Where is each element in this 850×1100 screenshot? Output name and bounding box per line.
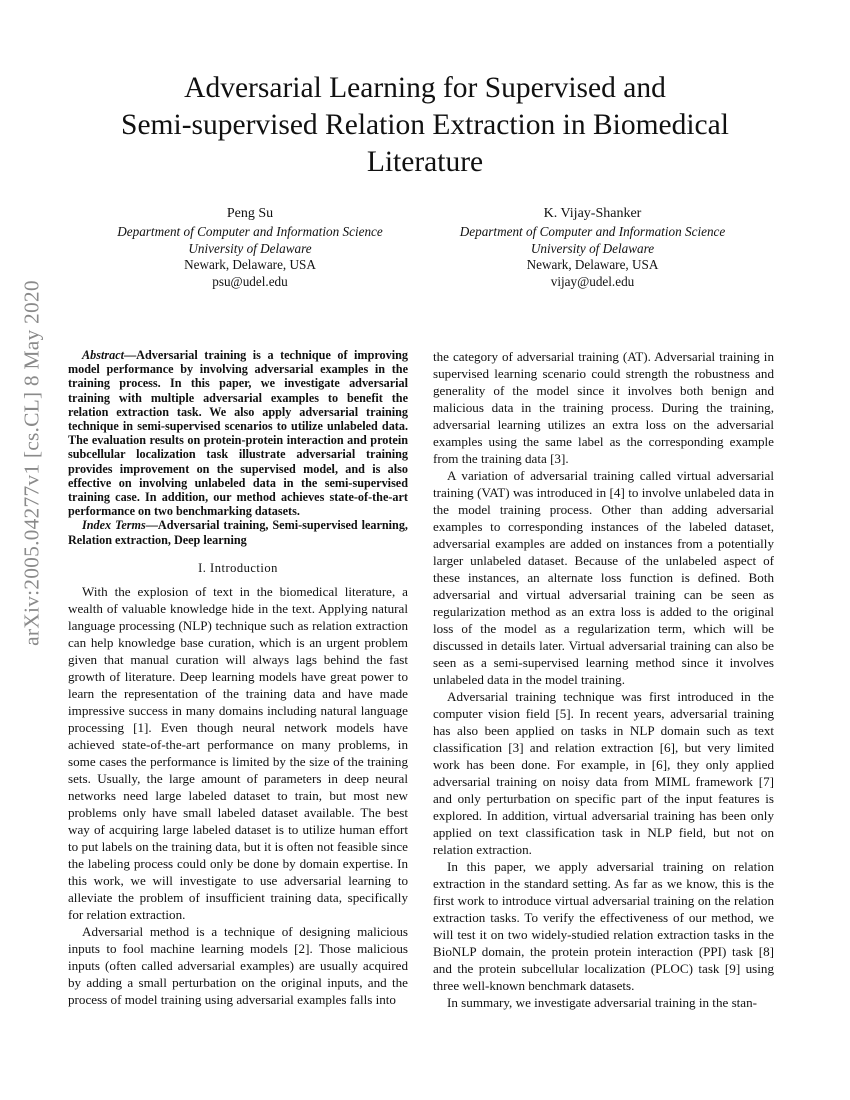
right-column bbox=[433, 348, 774, 1011]
paragraph: In summary, we investigate adversarial training in the stan- bbox=[447, 995, 758, 1010]
paragraph: Adversarial training technique was first introduced in the computer vision field [5]. In recent years, adversarial training has also been applied on tasks in NLP domain such as text classification [3] and relation extraction [6], but very limited work has been done. For example, in [6], they only applied adversarial training on noisy data from MIML framework [7] and only perturbation on specific part of the input features is explored. In addition, virtual adversarial training has been only applied on text classification task in NLP field, but not on relation extraction. bbox=[433, 689, 774, 857]
author-name: K. Vijay-Shanker bbox=[543, 206, 642, 221]
index-terms-text: —Adversarial training, Semi-supervised learning, Relation extraction, Deep learning bbox=[68, 518, 408, 547]
author-department: Department of Computer and Information Science bbox=[117, 223, 383, 239]
arxiv-stamp-text: arXiv:2005.04277v1 [cs.CL] 8 May 2020 bbox=[19, 280, 44, 646]
author-block-1 bbox=[105, 206, 395, 291]
title-line-1: Adversarial Learning for Supervised and bbox=[184, 72, 666, 104]
author-block-2 bbox=[435, 206, 750, 291]
section-heading: I. Introduction bbox=[198, 560, 278, 575]
paragraph: In this paper, we apply adversarial training on relation extraction in the standard setting. As far as we know, this is the first work to introduce virtual adversarial training on the relation extraction tasks. To verify the effectiveness of our method, we will test it on two widely-studied relation extraction tasks in the BioNLP domain, the protein protein interaction (PPI) task [8] and the protein subcellular localization (PLOC) task [9] using three well-known benchmark datasets. bbox=[433, 859, 774, 993]
abstract bbox=[68, 348, 408, 518]
title-line-2: Semi-supervised Relation Extraction in Biomedical bbox=[121, 109, 729, 141]
abstract-text: —Adversarial training is a technique of improving model performance by involving adversarial examples in the training process. In this paper, we investigate adversarial training with multiple adversarial examples to benefit the relation extraction task. We also apply adversarial training technique in semi-supervised scenarios to utilize unlabeled data. The evaluation results on protein-protein interaction and protein subcellular localization task illustrate adversarial training provides improvement on the supervised model, and is also effective on involving unlabeled data in the semi-supervised training case. In addition, our method achieves state-of-the-art performance on two benchmarking datasets. bbox=[68, 348, 408, 519]
left-column bbox=[68, 348, 408, 1008]
author-email: vijay@udel.edu bbox=[550, 274, 635, 290]
index-terms bbox=[68, 518, 408, 546]
title-line-3: Literature bbox=[366, 146, 484, 178]
paragraph: A variation of adversarial training called virtual adversarial training (VAT) was introduced in [4] to involve unlabeled data in the model training process. Other than adding adversarial examples to corresponding instances of the labeled dataset, adversarial examples are added on instances from a potentially larger unlabeled dataset. Because of the unlabeled aspect of these instances, an alternate loss function is defined. Both adversarial and virtual adversarial training can be seen as regularization method as an extra loss is added to the original loss of the model as a regularization term, which will be discussed in details later. Virtual adversarial training can also be seen as a semi-supervised learning method since it involves unlabeled data in the model training. bbox=[433, 468, 774, 687]
author-location: Newark, Delaware, USA bbox=[526, 257, 659, 273]
abstract-lead: Abstract bbox=[82, 348, 124, 362]
author-university: University of Delaware bbox=[530, 240, 655, 256]
paragraph: the category of adversarial training (AT). Adversarial training in supervised learning scenario could strength the robustness and generality of the model since it involves both benign and malicious data in the training process. During the training, adversarial learning utilizes an extra loss on the adversarial examples using the same label as the corresponding example from the training data [3]. bbox=[433, 349, 774, 466]
paragraph: With the explosion of text in the biomedical literature, a wealth of valuable knowledge hide in the text. Applying natural language processing (NLP) technique such as relation extraction can help knowledge base curation, which is an urgent problem given that manual curation will always lags behind the fast growth of literature. Deep learning models have great power to learn the representation of the training data and have made impressive success in many domains including natural language processing [1]. Even though neural network models have achieved state-of-the-art performance on many problems, in some cases the performance is limited by the size of the training sets. Usually, the large amount of parameters in deep neural networks need large labeled dataset to train, but most new problems only have small labeled dataset available. The best way of acquiring large labeled dataset is to utilize human effort to put labels on the training data, but it is often not feasible since the labeling process could only be done by domain expertise. In this work, we will investigate to use adversarial learning to alleviate the problem of insufficient training data, specifically for relation extraction. bbox=[68, 583, 408, 922]
author-university: University of Delaware bbox=[188, 240, 312, 256]
author-email: psu@udel.edu bbox=[212, 274, 288, 290]
paper-title bbox=[60, 70, 790, 181]
index-terms-lead: Index Terms bbox=[82, 518, 146, 533]
author-location: Newark, Delaware, USA bbox=[184, 257, 316, 273]
paragraph: Adversarial method is a technique of designing malicious inputs to fool machine learning models [2]. Those malicious inputs (often called adversarial examples) are usually acquired by adding a small perturbation on the original inputs, and the process of model training using adversarial examples falls into bbox=[68, 923, 408, 1007]
author-name: Peng Su bbox=[226, 206, 274, 221]
author-department: Department of Computer and Information Science bbox=[459, 223, 726, 239]
